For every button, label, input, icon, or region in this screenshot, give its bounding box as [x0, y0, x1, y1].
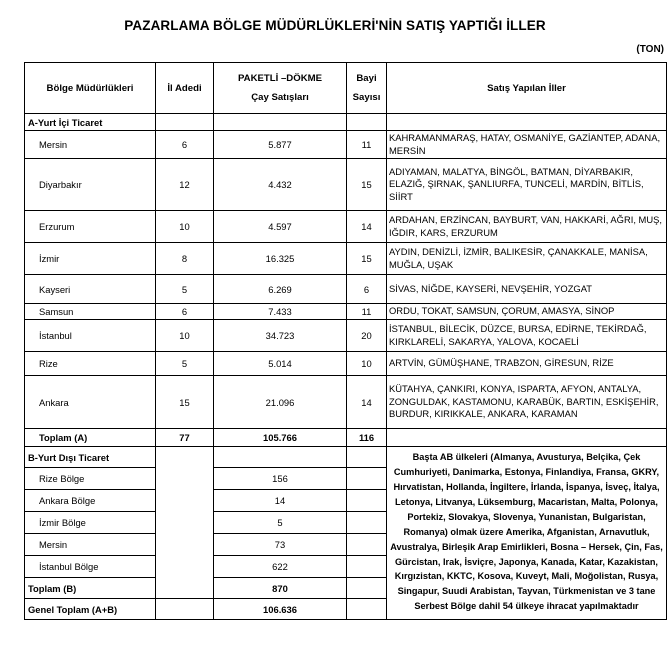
total-a-label: Toplam (A) [25, 429, 156, 447]
dealer-count: 15 [347, 243, 387, 275]
cities-list: ORDU, TOKAT, SAMSUN, ÇORUM, AMASYA, SİNOP [387, 304, 667, 320]
table-row [25, 243, 667, 275]
section-foreign-label: B-Yurt Dışı Ticaret [25, 447, 156, 468]
table-row [25, 320, 667, 352]
total-a-row [25, 429, 667, 447]
foreign-region-name: İzmir Bölge [25, 512, 156, 534]
province-count: 10 [156, 211, 214, 243]
cities-list: AYDIN, DENİZLİ, İZMİR, BALIKESİR, ÇANAKKALE, MANİSA, MUĞLA, UŞAK [387, 243, 667, 275]
dealer-count: 14 [347, 211, 387, 243]
foreign-region-name: Mersin [25, 534, 156, 556]
section-domestic-label: A-Yurt İçi Ticaret [25, 114, 156, 131]
table-row [25, 131, 667, 159]
region-name: İstanbul [25, 320, 156, 352]
table-header-row [25, 63, 667, 114]
sales-table [24, 62, 667, 620]
region-name: Rize [25, 352, 156, 376]
total-b-sales: 870 [214, 578, 347, 599]
dealer-count: 15 [347, 159, 387, 211]
sales-value: 4.432 [214, 159, 347, 211]
total-a-sales: 105.766 [214, 429, 347, 447]
foreign-region-name: Rize Bölge [25, 468, 156, 490]
header-sales-line2: Çay Satışları [251, 92, 309, 103]
cities-list: KAHRAMANMARAŞ, HATAY, OSMANİYE, GAZİANTEP, ADANA, MERSİN [387, 131, 667, 159]
cities-list: ARTVİN, GÜMÜŞHANE, TRABZON, GİRESUN, RİZE [387, 352, 667, 376]
province-count: 6 [156, 131, 214, 159]
table-row [25, 159, 667, 211]
region-name: Samsun [25, 304, 156, 320]
foreign-region-name: İstanbul Bölge [25, 556, 156, 578]
foreign-region-name: Ankara Bölge [25, 490, 156, 512]
header-sales-line1: PAKETLİ –DÖKME [237, 73, 323, 84]
total-b-label: Toplam (B) [25, 578, 156, 599]
grand-total-label: Genel Toplam (A+B) [25, 599, 156, 620]
grand-total-sales: 106.636 [214, 599, 347, 620]
foreign-sales-value: 14 [214, 490, 347, 512]
foreign-sales-value: 73 [214, 534, 347, 556]
region-name: İzmir [25, 243, 156, 275]
dealer-count: 11 [347, 304, 387, 320]
sales-value: 4.597 [214, 211, 347, 243]
table-row [25, 211, 667, 243]
total-a-count: 77 [156, 429, 214, 447]
province-count: 8 [156, 243, 214, 275]
foreign-sales-value: 622 [214, 556, 347, 578]
province-count: 10 [156, 320, 214, 352]
header-dealers-line1: Bayi [356, 73, 377, 84]
table-row [25, 376, 667, 429]
sales-value: 5.877 [214, 131, 347, 159]
region-name: Ankara [25, 376, 156, 429]
cities-list: SİVAS, NİĞDE, KAYSERİ, NEVŞEHİR, YOZGAT [387, 275, 667, 304]
unit-label: (TON) [636, 44, 664, 55]
table-row [25, 304, 667, 320]
section-domestic [25, 114, 667, 131]
province-count: 5 [156, 275, 214, 304]
dealer-count: 10 [347, 352, 387, 376]
province-count: 6 [156, 304, 214, 320]
foreign-sales-value: 5 [214, 512, 347, 534]
dealer-count: 14 [347, 376, 387, 429]
page-title: PAZARLAMA BÖLGE MÜDÜRLÜKLERİ'NİN SATIŞ YAPTIĞI İLLER [124, 18, 546, 33]
cities-list: İSTANBUL, BİLECİK, DÜZCE, BURSA, EDİRNE, TEKİRDAĞ, KIRKLARELİ, SAKARYA, YALOVA, KOCAELİ [387, 320, 667, 352]
dealer-count: 20 [347, 320, 387, 352]
sales-value: 5.014 [214, 352, 347, 376]
table-row [25, 352, 667, 376]
header-dealers [347, 63, 387, 114]
region-name: Mersin [25, 131, 156, 159]
sales-value: 7.433 [214, 304, 347, 320]
dealer-count: 11 [347, 131, 387, 159]
table-row [25, 275, 667, 304]
total-a-dealers: 116 [347, 429, 387, 447]
cities-list: ARDAHAN, ERZİNCAN, BAYBURT, VAN, HAKKARİ, AĞRI, MUŞ, IĞDIR, KARS, ERZURUM [387, 211, 667, 243]
section-foreign [25, 447, 667, 468]
header-dealers-line2: Sayısı [352, 92, 381, 103]
sales-value: 34.723 [214, 320, 347, 352]
header-region: Bölge Müdürlükleri [25, 63, 156, 114]
region-name: Diyarbakır [25, 159, 156, 211]
foreign-sales-value: 156 [214, 468, 347, 490]
export-countries-text: Başta AB ülkeleri (Almanya, Avusturya, Belçika, Çek Cumhuriyeti, Danimarka, Estonya, Finlandiya, Fransa, GKRY, Hırvatistan, Hollanda, İngiltere, İrlanda, İspanya, İsveç, İtalya, Letonya, Litvanya, Lüksemburg, Macaristan, Malta, Polonya, Portekiz, Slovakya, Slovenya, Yunanistan, Bulgaristan, Romanya) olmak üzere Amerika, Afganistan, Arnavutluk, Avustralya, Birleşik Arap Emirlikleri, Bosna – Hersek, Çin, Fas, Gürcistan, Irak, İsviçre, Japonya, Kanada, Katar, Kazakistan, Kırgızistan, KKTC, Kosova, Kuveyt, Mali, Moğolistan, Rusya, Singapur, Suudi Arabistan, Tayvan, Türkmenistan ve 3 tane Serbest Bölge dahil 54 ülkeye ihracat yapılmaktadır [387, 447, 667, 620]
province-count: 5 [156, 352, 214, 376]
province-count: 12 [156, 159, 214, 211]
sales-value: 21.096 [214, 376, 347, 429]
cities-list: KÜTAHYA, ÇANKIRI, KONYA, ISPARTA, AFYON, ANTALYA, ZONGULDAK, KASTAMONU, KARABÜK, BARTIN, ESKİŞEHİR, BURDUR, KIRIKKALE, ANKARA, KARAMAN [387, 376, 667, 429]
header-province-count: İl Adedi [156, 63, 214, 114]
header-cities: Satış Yapılan İller [387, 63, 667, 114]
sales-value: 16.325 [214, 243, 347, 275]
cities-list: ADIYAMAN, MALATYA, BİNGÖL, BATMAN, DİYARBAKIR, ELAZIĞ, ŞIRNAK, ŞANLIURFA, TUNCELİ, MARDİN, BİTLİS, SİİRT [387, 159, 667, 211]
sales-value: 6.269 [214, 275, 347, 304]
dealer-count: 6 [347, 275, 387, 304]
province-count: 15 [156, 376, 214, 429]
region-name: Erzurum [25, 211, 156, 243]
header-sales [214, 63, 347, 114]
region-name: Kayseri [25, 275, 156, 304]
